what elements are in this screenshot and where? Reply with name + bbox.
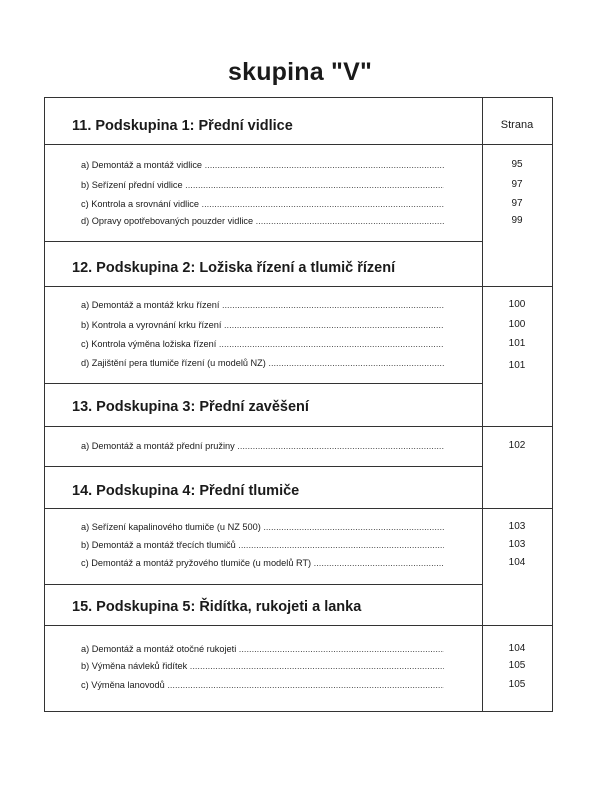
toc-page-number: 102 [508,440,526,451]
toc-entry: b) Výměna návleků řidítek ..... [81,660,444,672]
divider [45,584,482,585]
section-heading: 15. Podskupina 5: Řidítka, rukojeti a lanka [72,599,362,615]
divider [45,286,552,287]
toc-entry: a) Seřízení kapalinového tlumiče (u NZ 500) ..... [81,521,444,533]
divider [45,144,552,145]
toc-page-number: 105 [508,660,526,671]
section-heading: 11. Podskupina 1: Přední vidlice [72,118,293,134]
section-heading: 14. Podskupina 4: Přední tlumiče [72,483,300,499]
toc-entry: c) Kontrola a srovnání vidlice ..... [81,198,444,210]
toc-entry: a) Demontáž a montáž vidlice ..... [81,159,444,171]
toc-page-number: 100 [508,319,526,330]
toc-table [44,97,553,712]
page-title: skupina "V" [228,58,372,86]
toc-page-number: 103 [508,539,526,550]
toc-entry: a) Demontáž a montáž otočné rukojeti ..... [81,643,444,655]
toc-entry: b) Demontáž a montáž třecích tlumičů ..... [81,539,444,551]
divider [45,625,552,626]
divider [45,426,552,427]
toc-entry: c) Kontrola výměna ložiska řízení ..... [81,338,444,350]
divider [45,508,552,509]
toc-page-number: 100 [508,299,526,310]
toc-page-number: 97 [511,179,523,190]
toc-page-number: 101 [508,338,526,349]
toc-entry: c) Demontáž a montáž pryžového tlumiče (u modelů RT) ..... [81,557,444,569]
toc-page-number: 103 [508,521,526,532]
toc-entry: d) Opravy opotřebovaných pouzder vidlice ..... [81,215,444,227]
toc-entry: b) Kontrola a vyrovnání krku řízení ..... [81,319,444,331]
toc-page-number: 97 [511,198,523,209]
divider [45,241,482,242]
toc-entry: c) Výměna lanovodů ..... [81,679,444,691]
toc-entry: a) Demontáž a montáž přední pružiny ..... [81,440,444,452]
toc-page-number: 101 [508,360,526,371]
toc-entry: b) Seřízení přední vidlice ..... [81,179,444,191]
toc-entry: a) Demontáž a montáž krku řízení ..... [81,299,444,311]
divider [45,466,482,467]
toc-entry: d) Zajištění pera tlumiče řízení (u modelů NZ) ..... [81,357,444,369]
toc-page-number: 104 [508,643,526,654]
page-column-header: Strana [500,119,534,131]
toc-page-number: 104 [508,557,526,568]
toc-page-number: 95 [511,159,523,170]
toc-page-number: 105 [508,679,526,690]
section-heading: 13. Podskupina 3: Přední zavěšení [72,399,309,415]
section-heading: 12. Podskupina 2: Ložiska řízení a tlumič řízení [72,260,396,276]
divider [45,383,482,384]
toc-page-number: 99 [511,215,523,226]
